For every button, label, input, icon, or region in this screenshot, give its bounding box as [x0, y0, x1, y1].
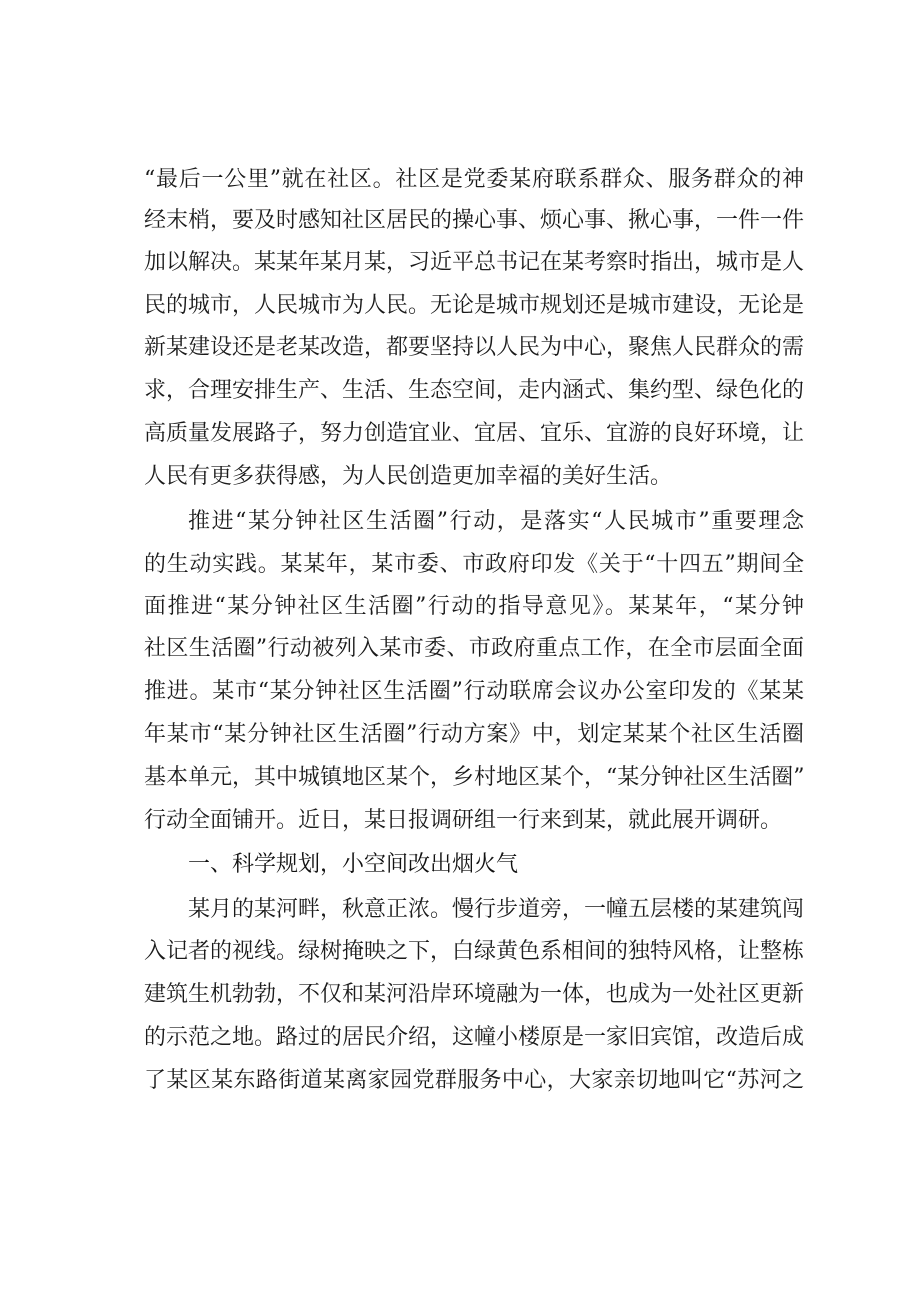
paragraph-line: 入记者的视线。绿树掩映之下，白绿黄色系相间的独特风格，让整栋: [144, 939, 804, 964]
paragraph-line: 了某区某东路街道某离家园党群服务中心，大家亲切地叫它“苏河之: [144, 1068, 804, 1093]
paragraph-line: 社区生活圈”行动被列入某市委、市政府重点工作，在全市层面全面: [144, 636, 804, 661]
paragraph-line: 推进。某市“某分钟社区生活圈”行动联席会议办公室印发的《某某: [144, 679, 804, 704]
paragraph-line: 加以解决。某某年某月某，习近平总书记在某考察时指出，城市是人: [144, 250, 804, 275]
paragraph-line: 人民有更多获得感，为人民创造更加幸福的美好生活。: [144, 464, 673, 489]
paragraph-line: 推进“某分钟社区生活圈”行动，是落实“人民城市”重要理念: [188, 509, 804, 534]
paragraph-line: 民的城市，人民城市为人民。无论是城市规划还是城市建设，无论是: [144, 293, 804, 318]
paragraph-line: 新某建设还是老某改造，都要坚持以人民为中心，聚焦人民群众的需: [144, 335, 804, 360]
paragraph-line: 年某市“某分钟社区生活圈”行动方案》中，划定某某个社区生活圈: [144, 722, 804, 747]
paragraph-line: 的生动实践。某某年，某市委、市政府印发《关于“十四五”期间全: [144, 552, 804, 577]
paragraph-line: 高质量发展路子，努力创造宜业、宜居、宜乐、宜游的良好环境，让: [144, 421, 804, 446]
paragraph-line: 行动全面铺开。近日，某日报调研组一行来到某，就此展开调研。: [144, 808, 783, 833]
paragraph-line: 某月的某河畔，秋意正浓。慢行步道旁，一幢五层楼的某建筑闯: [188, 897, 804, 922]
paragraph-line: 求，合理安排生产、生活、生态空间，走内涵式、集约型、绿色化的: [144, 378, 804, 403]
paragraph-line: 的示范之地。路过的居民介绍，这幢小楼原是一家旧宾馆，改造后成: [144, 1025, 804, 1050]
paragraph-line: 建筑生机勃勃，不仅和某河沿岸环境融为一体，也成为一处社区更新: [144, 982, 804, 1007]
paragraph-line: “最后一公里”就在社区。社区是党委某府联系群众、服务群众的神: [144, 167, 804, 192]
section-heading: 一、科学规划，小空间改出烟火气: [188, 852, 519, 877]
paragraph-line: 面推进“某分钟社区生活圈”行动的指导意见》。某某年，“某分钟: [144, 594, 804, 619]
paragraph-line: 经末梢，要及时感知社区居民的操心事、烦心事、揪心事，一件一件: [144, 208, 804, 233]
paragraph-line: 基本单元，其中城镇地区某个，乡村地区某个，“某分钟社区生活圈”: [144, 765, 804, 790]
